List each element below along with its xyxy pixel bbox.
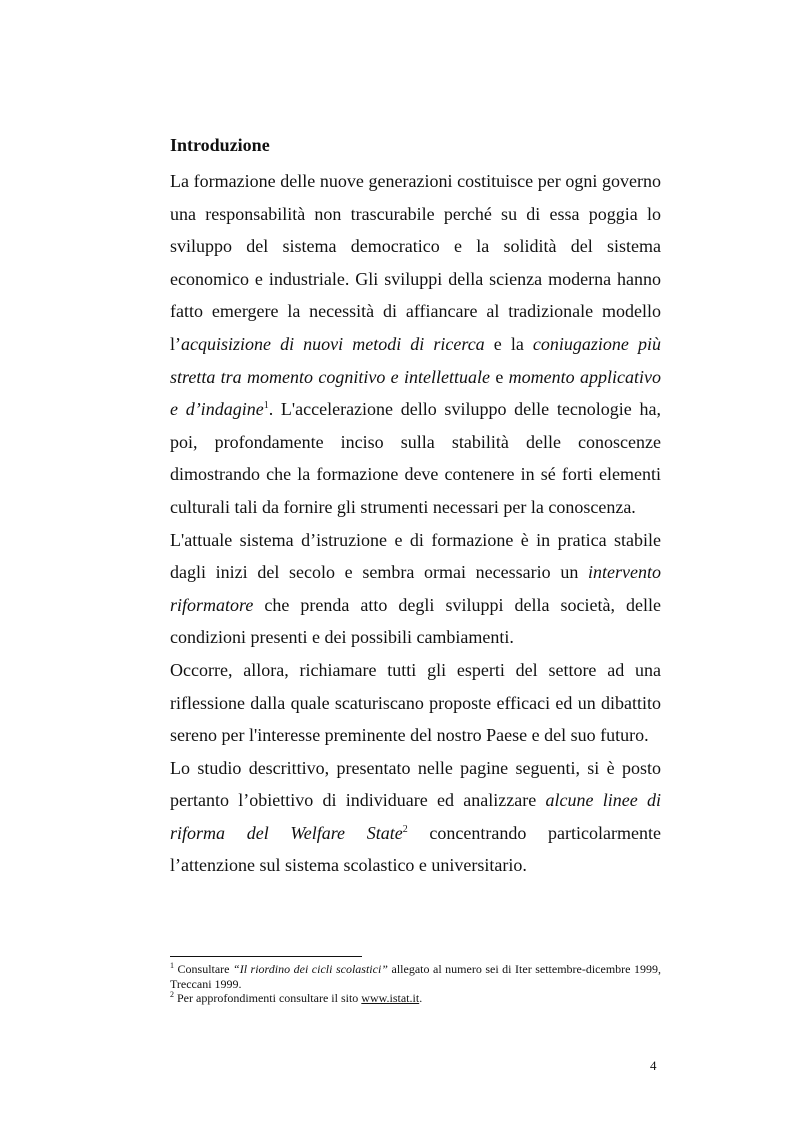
body-text [170, 165, 661, 882]
italic-run: alcune linee di riforma del Welfare State [170, 790, 661, 843]
text-run: e [489, 366, 509, 387]
paragraph-4 [170, 752, 661, 882]
paragraph-2 [170, 524, 661, 654]
text-run: concentrando particolarmente l’attenzione sul sistema scolastico e universitario. [170, 822, 661, 876]
text-run: L'attuale sistema d’istruzione e di formazione è in pratica stabile dagli inizi del secolo e sembra ormai necessario un [170, 529, 661, 583]
page-number: 4 [650, 1058, 657, 1073]
text-run: Consultare [174, 962, 234, 976]
footnote-ref-2[interactable]: 2 [402, 823, 408, 835]
text-run: e la [484, 333, 533, 354]
text-run: allegato al numero sei di Iter settembre-dicembre 1999, Treccani 1999. [170, 962, 661, 991]
footnote-1 [170, 962, 661, 991]
footnote-marker: 2 [170, 990, 174, 999]
footnotes [170, 962, 661, 1006]
text-run: Occorre, allora, richiamare tutti gli esperti del settore ad una riflessione dalla quale scaturiscano proposte efficaci ed un dibattito sereno per l'interesse preminente del nostro Paese e del suo futuro. [170, 659, 661, 746]
text-run: che prenda atto degli sviluppi della società, delle condizioni presenti e dei possibili cambiamenti. [170, 594, 661, 648]
text-run: Lo studio descrittivo, presentato nelle pagine seguenti, si è posto pertanto l’obiettivo di individuare ed analizzare [170, 757, 661, 811]
text-run: . [419, 991, 423, 1005]
text-run: . L'accelerazione dello sviluppo delle tecnologie ha, poi, profondamente inciso sulla stabilità delle conoscenze dimostrando che la formazione deve contenere in sé forti elementi culturali tali da fornire gli strumenti necessari per la conoscenza. [170, 399, 661, 517]
text-run: Per approfondimenti consultare il sito [174, 991, 362, 1005]
text-run: La formazione delle nuove generazioni costituisce per ogni governo una responsabilità non trascurabile perché su di essa poggia lo sviluppo del sistema democratico e la solidità del sistema economico e industriale. Gli sviluppi della scienza moderna hanno fatto emergere la necessità di affiancare al tradizionale modello l’ [170, 171, 661, 354]
italic-run: coniugazione più stretta tra momento cognitivo e intellettuale [170, 333, 661, 387]
istat-link[interactable]: www.istat.it [361, 991, 420, 1005]
italic-run: acquisizione di nuovi metodi di ricerca [181, 333, 485, 354]
footnote-divider [170, 956, 362, 957]
italic-run: intervento riformatore [170, 562, 661, 615]
footnote-marker: 1 [170, 961, 174, 970]
paragraph-3 [170, 654, 661, 752]
section-heading: Introduzione [170, 135, 270, 155]
footnote-ref-1[interactable]: 1 [263, 400, 269, 412]
paragraph-1 [170, 165, 661, 524]
footnote-2 [170, 991, 661, 1006]
italic-run: “Il riordino dei cicli scolastici” [233, 962, 388, 976]
italic-run: momento applicativo e d’indagine [170, 366, 661, 420]
